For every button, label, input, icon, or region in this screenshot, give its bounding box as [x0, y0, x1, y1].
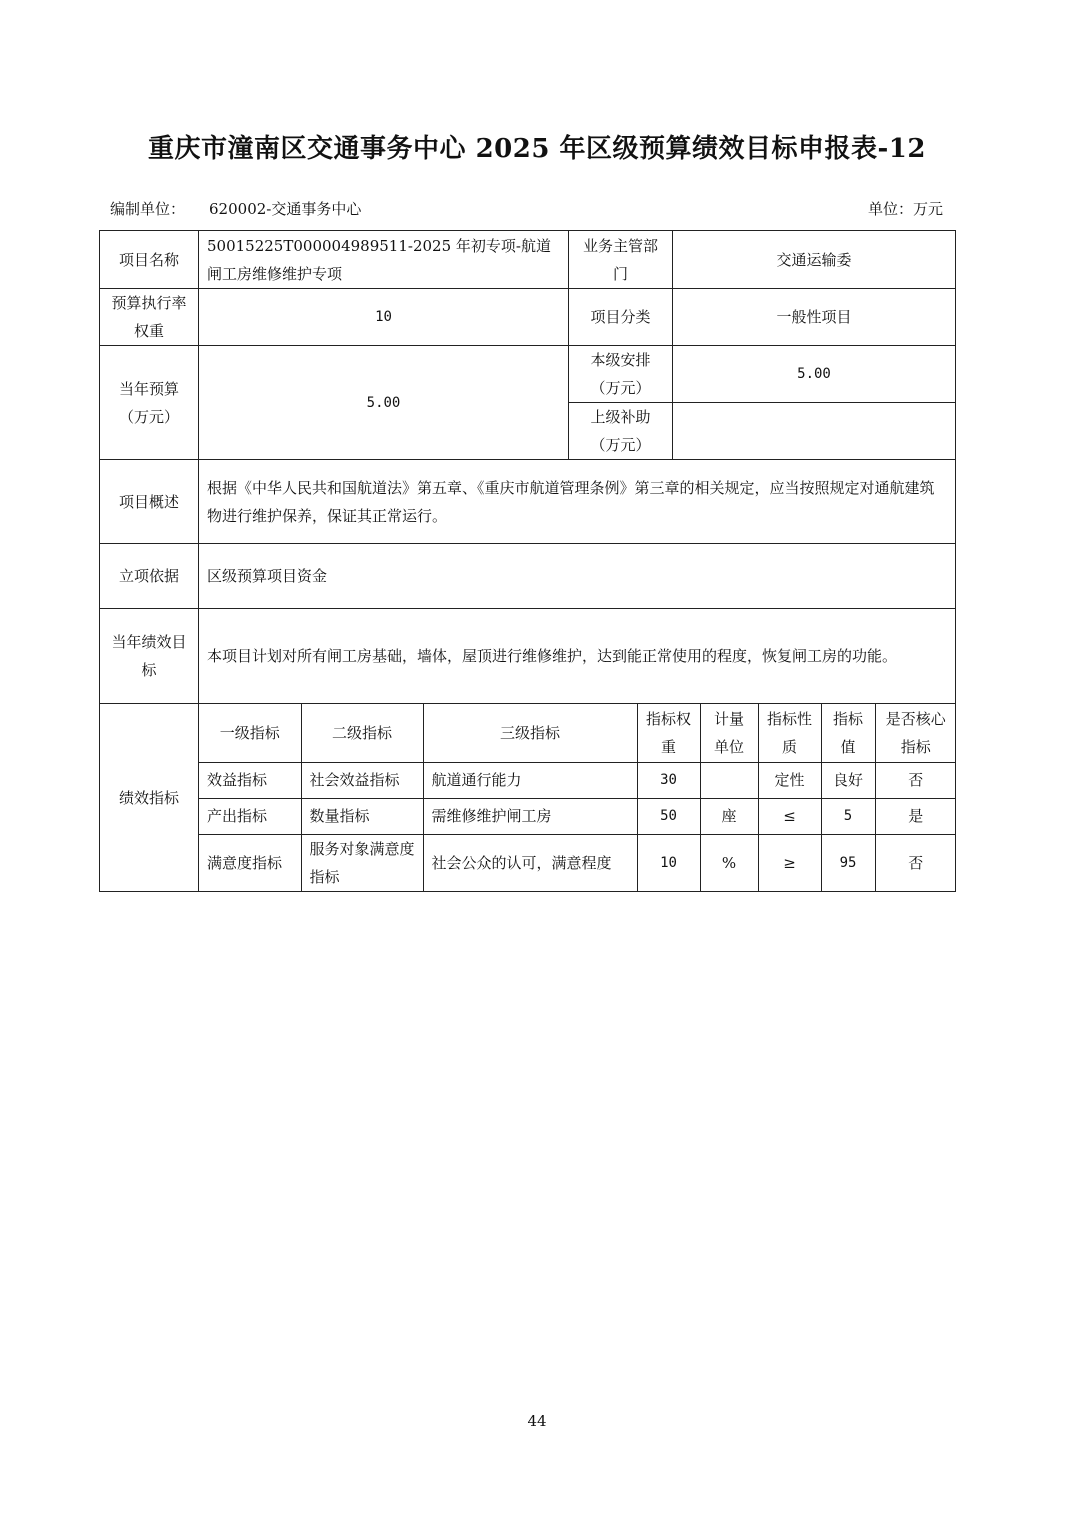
- perf-cell-level3: 航道通行能力: [423, 762, 637, 798]
- perf-header: 是否核心指标: [875, 704, 956, 762]
- perf-cell-weight: 30: [637, 762, 700, 798]
- level-arrange-value: 5.00: [673, 346, 956, 403]
- perf-cell-level2: 社会效益指标: [301, 762, 423, 798]
- perf-cell-level2: 数量指标: [301, 798, 423, 834]
- perf-label: 绩效指标: [100, 704, 199, 892]
- perf-cell-level1: 效益指标: [199, 762, 301, 798]
- perf-header: 二级指标: [301, 704, 423, 762]
- perf-cell-unit: 座: [700, 798, 758, 834]
- exec-weight-value: 10: [199, 289, 569, 346]
- perf-cell-core: 否: [875, 762, 956, 798]
- category-value: 一般性项目: [673, 289, 956, 346]
- perf-header: 指标权重: [637, 704, 700, 762]
- upper-subsidy-value: [673, 403, 956, 460]
- perf-cell-unit: [700, 762, 758, 798]
- compiling-unit-value: 620002-交通事务中心: [209, 200, 362, 218]
- project-name-label: 项目名称: [100, 231, 199, 289]
- goal-value: 本项目计划对所有闸工房基础，墙体，屋顶进行维修维护，达到能正常使用的程度，恢复闸工房的功能。: [199, 609, 956, 704]
- perf-header: 计量单位: [700, 704, 758, 762]
- perf-cell-unit: %: [700, 834, 758, 891]
- basis-label: 立项依据: [100, 544, 199, 609]
- currency-unit: 单位：万元: [867, 200, 943, 218]
- perf-cell-level1: 满意度指标: [199, 834, 301, 891]
- perf-row: [199, 798, 956, 834]
- perf-row: [199, 762, 956, 798]
- perf-cell-weight: 50: [637, 798, 700, 834]
- overview-label: 项目概述: [100, 460, 199, 544]
- perf-header-row: [199, 704, 956, 762]
- project-name-value: 50015225T000004989511-2025 年初专项-航道闸工房维修维护专项: [199, 231, 569, 289]
- perf-cell-core: 是: [875, 798, 956, 834]
- annual-budget-value: 5.00: [199, 346, 569, 460]
- perf-cell-nature: ≥: [758, 834, 821, 891]
- perf-cell-level3: 社会公众的认可，满意程度: [423, 834, 637, 891]
- perf-cell: [199, 704, 956, 892]
- perf-cell-weight: 10: [637, 834, 700, 891]
- category-label: 项目分类: [569, 289, 673, 346]
- budget-form-table: [99, 230, 956, 892]
- perf-header: 指标值: [821, 704, 875, 762]
- overview-value: 根据《中华人民共和国航道法》第五章、《重庆市航道管理条例》第三章的相关规定，应当按照规定对通航建筑物进行维护保养，保证其正常运行。: [199, 460, 956, 544]
- compiling-unit: [110, 198, 361, 219]
- perf-cell-nature: 定性: [758, 762, 821, 798]
- perf-header: 指标性质: [758, 704, 821, 762]
- compiling-unit-label: 编制单位：: [110, 200, 186, 218]
- perf-cell-value: 5: [821, 798, 875, 834]
- perf-cell-nature: ≤: [758, 798, 821, 834]
- perf-cell-core: 否: [875, 834, 956, 891]
- perf-cell-level1: 产出指标: [199, 798, 301, 834]
- perf-cell-level3: 需维修维护闸工房: [423, 798, 637, 834]
- perf-header: 一级指标: [199, 704, 301, 762]
- page-number: 44: [527, 1412, 547, 1430]
- basis-value: 区级预算项目资金: [199, 544, 956, 609]
- perf-row: [199, 834, 956, 891]
- upper-subsidy-label: 上级补助（万元）: [569, 403, 673, 460]
- perf-indicator-table: [199, 704, 956, 891]
- perf-cell-value: 良好: [821, 762, 875, 798]
- dept-value: 交通运输委: [673, 231, 956, 289]
- level-arrange-label: 本级安排（万元）: [569, 346, 673, 403]
- dept-label: 业务主管部门: [569, 231, 673, 289]
- goal-label: 当年绩效目标: [100, 609, 199, 704]
- perf-cell-value: 95: [821, 834, 875, 891]
- annual-budget-label: 当年预算（万元）: [100, 346, 199, 460]
- perf-header: 三级指标: [423, 704, 637, 762]
- perf-cell-level2: 服务对象满意度指标: [301, 834, 423, 891]
- exec-weight-label: 预算执行率权重: [100, 289, 199, 346]
- page-title: 重庆市潼南区交通事务中心 2025 年区级预算绩效目标申报表-12: [148, 134, 926, 164]
